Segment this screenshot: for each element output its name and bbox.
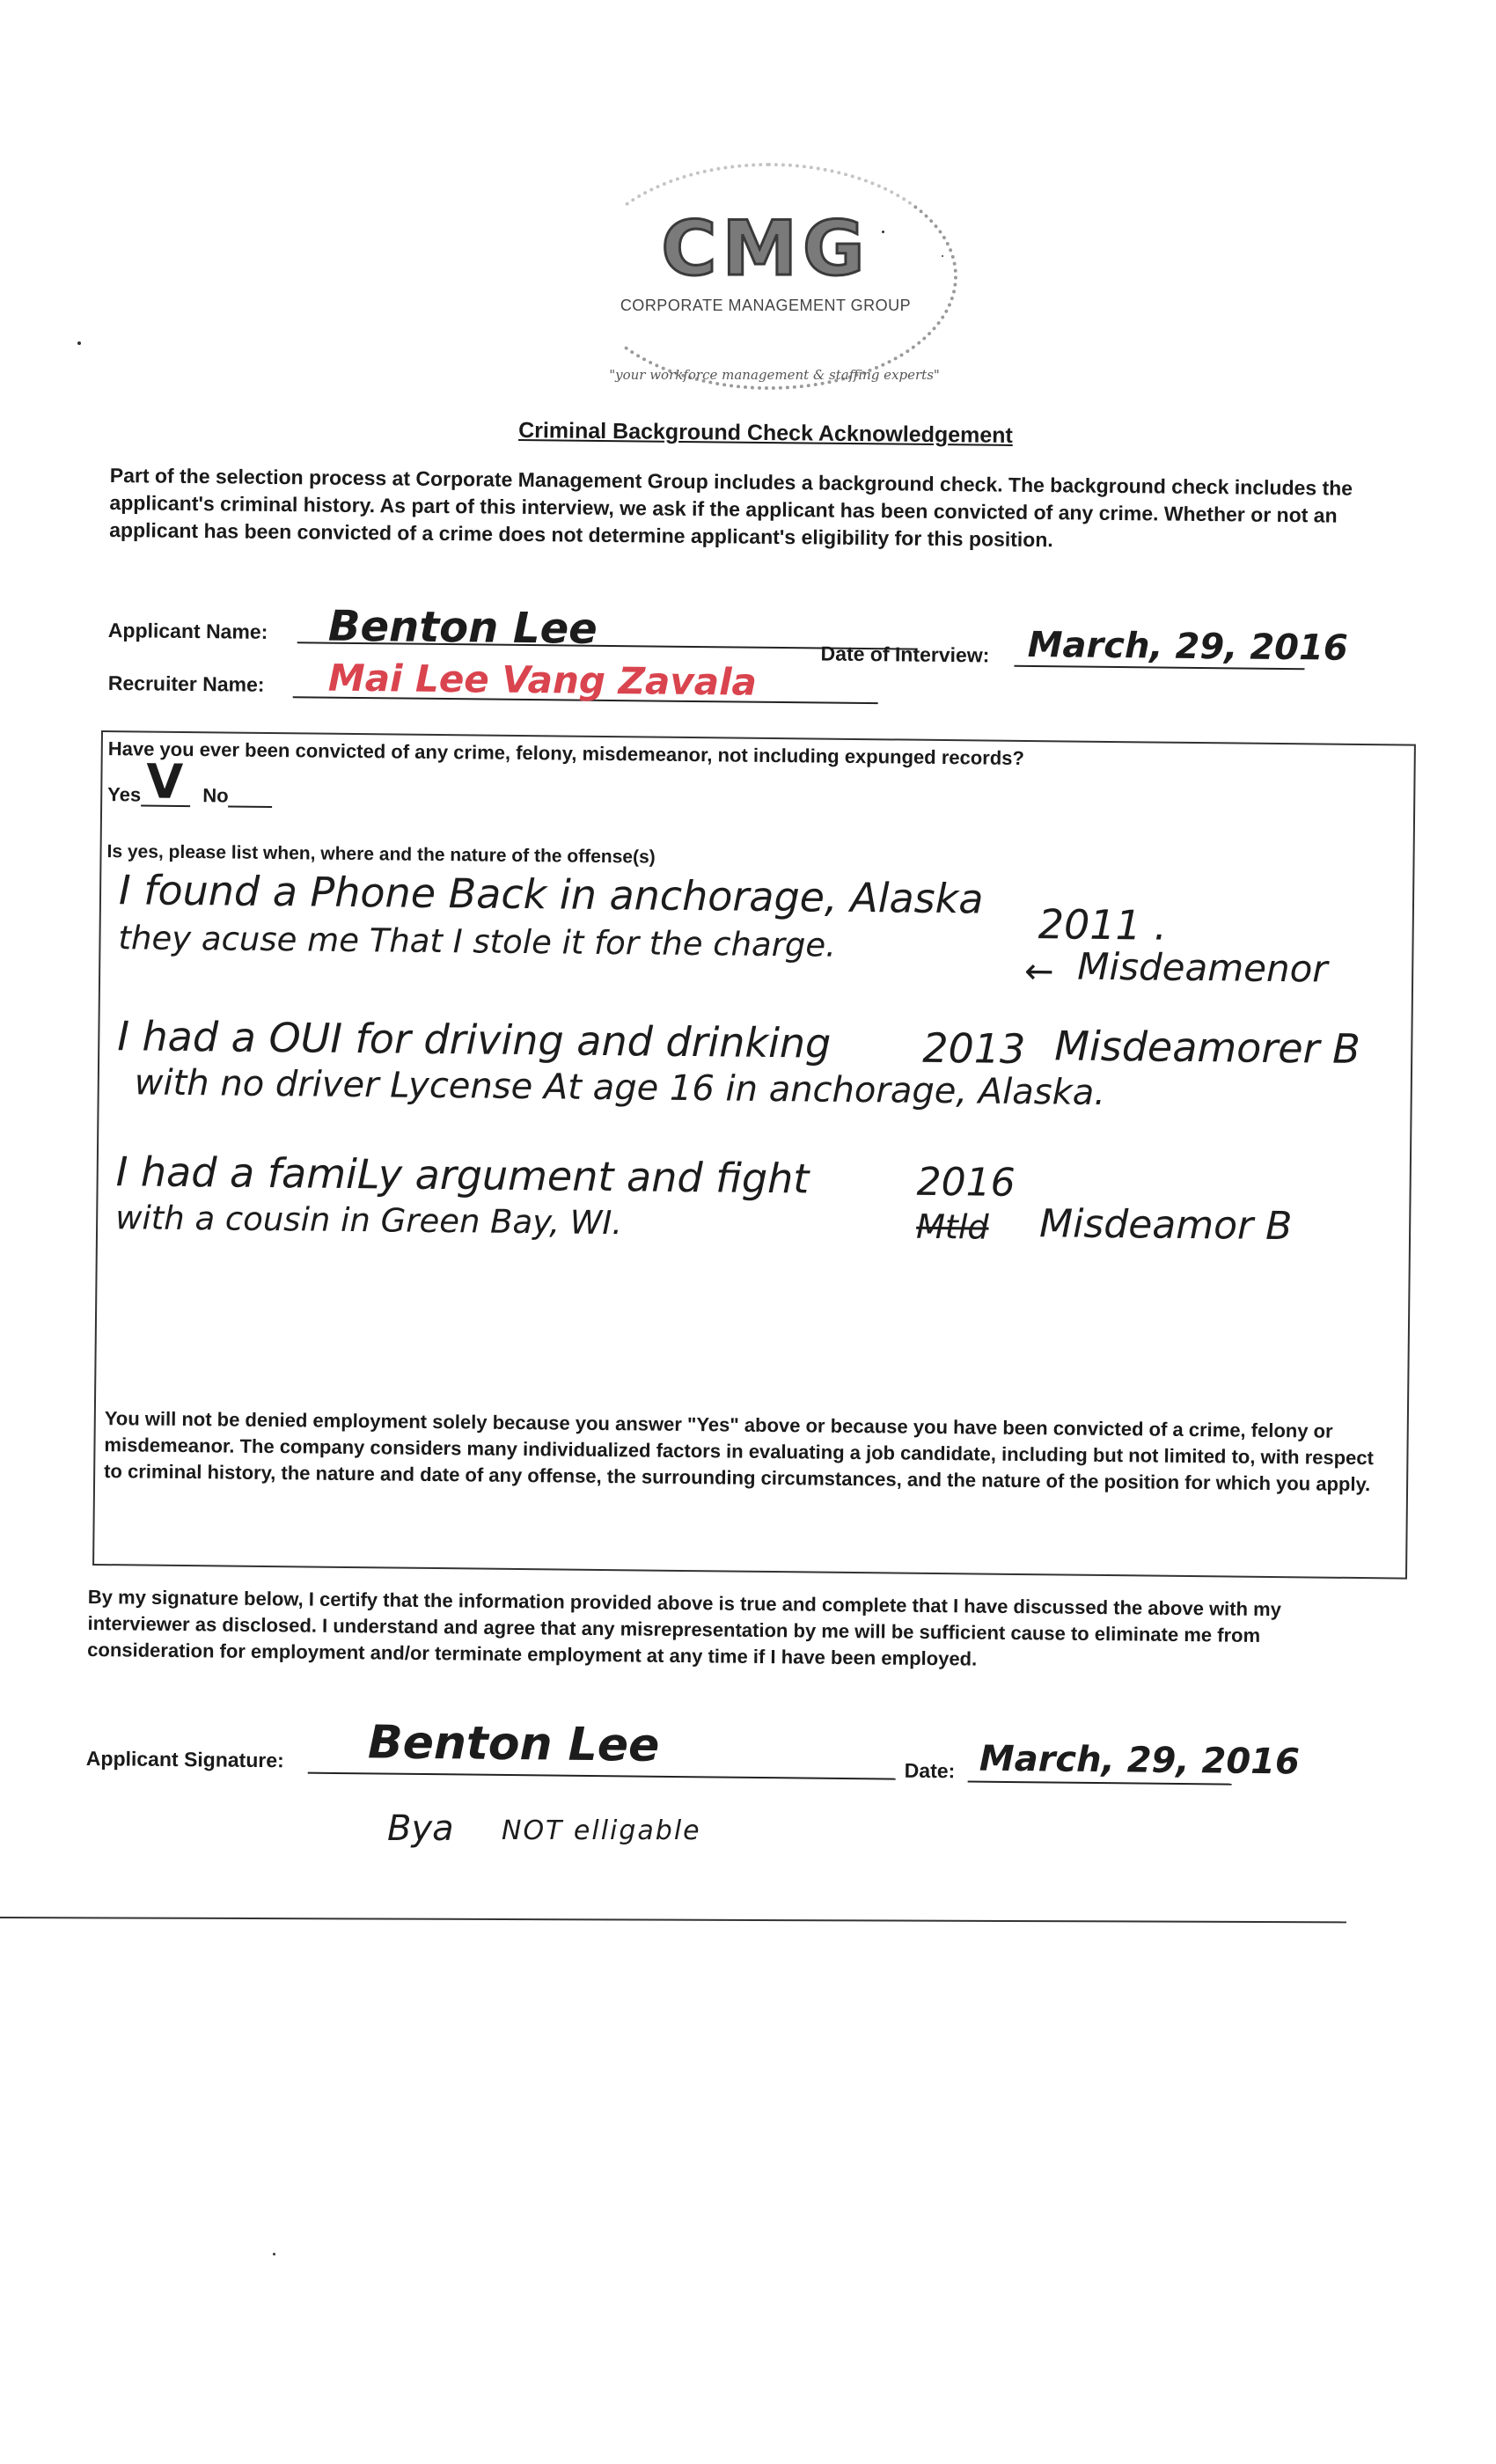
disclaimer-paragraph: You will not be denied employment solely because you answer "Yes" above or because you have been convicted of a crime, felony or misdemeanor. The company considers many individualized factors in evaluating a job candidate, including but not limited to, with respect to criminal history, the nature and date of any offense, the surrounding circumstances, and the nature of the position for which you apply. [104,1407,1375,1496]
certification-paragraph: By my signature below, I certify that the information provided above is true and complete that I have discussed the above with my interviewer as disclosed. I understand and agree that any misrepresentation by me will be sufficient cause to eliminate me from consideration for employment and/or terminate employment at any time if I have been employed. [87,1585,1282,1670]
yes-checkmark: V [146,753,184,810]
intro-paragraph: Part of the selection process at Corporate Management Group includes a background check. The background check includes the applicant's criminal history. As part of this interview, we ask if the applicant has been convicted of any crime. Whether or not an applicant has been convicted of a crime does not determine applicant's eligibility for this position. [109,463,1353,552]
yes-no-row [107,753,273,810]
offense-3-year: 2016 [916,1159,1016,1206]
form-title: Criminal Background Check Acknowledgement [518,418,1013,448]
conviction-section [92,730,1416,1580]
signature-value: Benton Lee [367,1716,660,1772]
offense-1-line2: they acuse me That I stole it for the charge. [118,919,837,964]
signature-date-label: Date: [904,1758,956,1783]
scan-bottom-edge [0,1917,1346,1923]
logo-company-name: CORPORATE MANAGEMENT GROUP [620,297,912,314]
signature-row [85,1716,1371,1813]
interview-date-label: Date of Interview: [820,642,990,667]
recruiter-name-row [107,656,988,733]
offense-1-line1: I found a Phone Back in anchorage, Alaska [118,866,984,923]
offense-2-classification: Misdeamorer B [1054,1022,1360,1074]
scan-speck [273,2253,275,2255]
offense-1-arrow: ← [1023,951,1054,993]
no-label: No [202,784,229,807]
offense-2-line2: with no driver Lycense At age 16 in anchorage, Alaska. [134,1062,1106,1113]
reviewer-initials: Bya [387,1808,454,1849]
yes-blank[interactable] [141,753,190,810]
reviewer-note-text: NOT elligable [502,1815,701,1846]
offense-3-line1: I had a famiLy argument and fight [115,1148,810,1203]
interview-date-value: March, 29, 2016 [1027,624,1348,669]
signature-label: Applicant Signature: [85,1747,284,1772]
offense-3-crossed-out: Mtld [915,1206,989,1247]
logo-tagline: "your workforce management & staffing experts" [609,367,940,383]
offense-2-year: 2013 [921,1023,1026,1074]
conviction-question: Have you ever been convicted of any crime, felony, misdemeanor, not including expunged records? [107,737,1025,769]
applicant-name-label: Applicant Name: [107,619,268,643]
signature-line[interactable] [308,1772,896,1780]
logo-letters: CMG [661,205,870,293]
signature-date-value: March, 29, 2016 [979,1738,1301,1783]
cmg-logo [563,163,968,400]
recruiter-name-label: Recruiter Name: [107,671,265,696]
offense-prompt: Is yes, please list when, where and the nature of the offense(s) [106,841,656,868]
offense-3-classification: Misdeamor B [1038,1201,1293,1250]
signature-date-line[interactable] [968,1780,1232,1785]
offense-1-classification: Misdeamenor [1076,944,1328,991]
offense-2-line1: I had a OUI for driving and drinking [117,1012,832,1067]
no-blank[interactable] [228,788,272,809]
recruiter-name-value: Mai Lee Vang Zavala [327,656,758,704]
scan-speck [77,341,81,345]
applicant-name-value: Benton Lee [327,601,598,654]
offense-1-year: 2011 . [1038,900,1168,950]
offense-3-line2: with a cousin in Green Bay, WI. [114,1199,623,1243]
yes-label: Yes [107,783,142,806]
